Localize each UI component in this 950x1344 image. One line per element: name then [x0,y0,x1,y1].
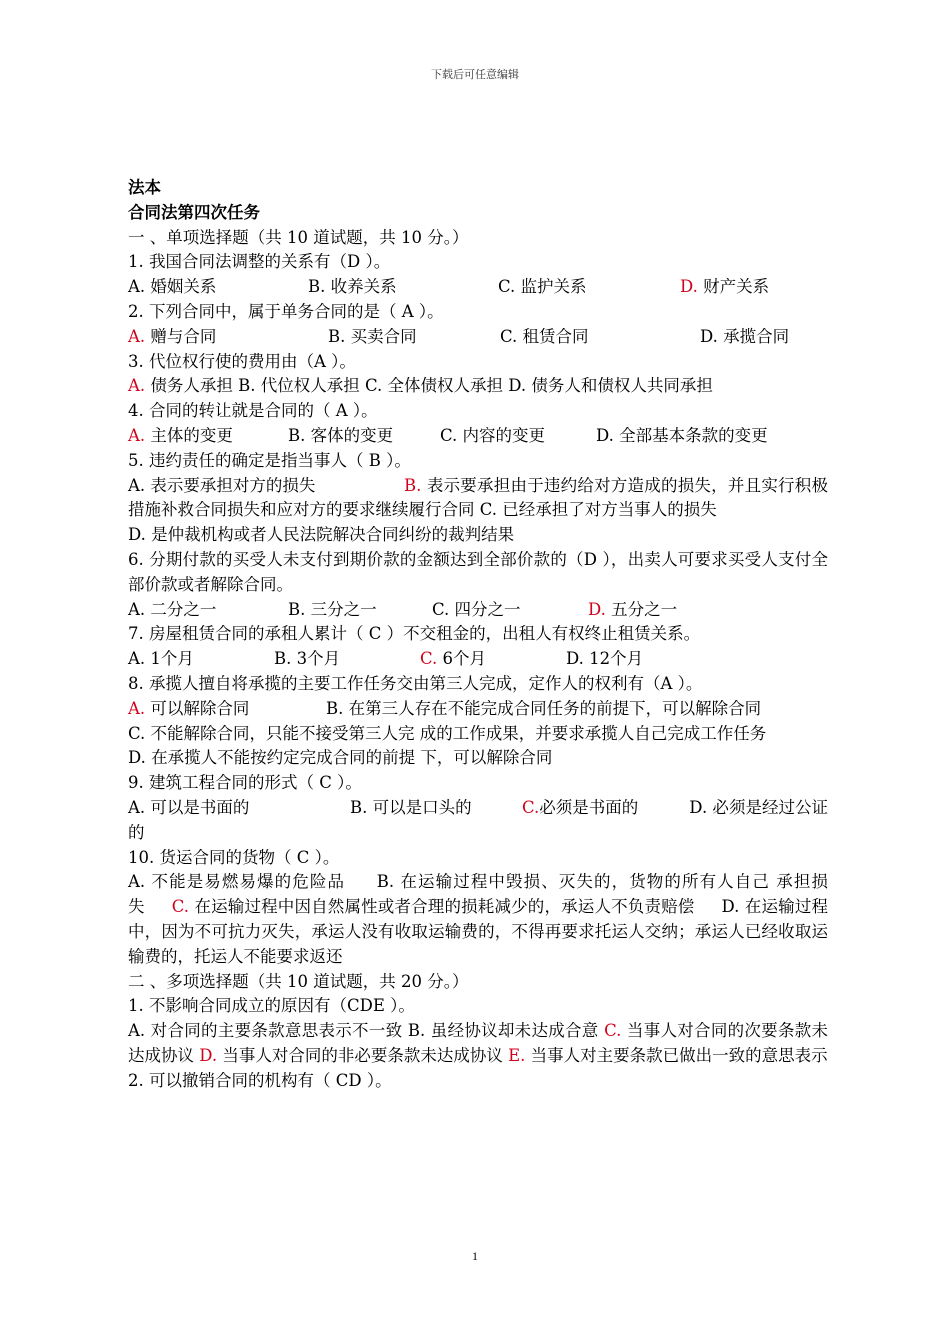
q10-option-d: D. 在运输过程中，因为不可抗力灭失，承运人没有收取运输费的，不得再要求托运人交纳；承运人已经收取运输费的，托运人不能要求返还 [128,897,828,966]
q8-option-d: D. 在承揽人不能按约定完成合同的前提 下，可以解除合同 [128,748,553,768]
q1-stem: 1. 我国合同法调整的关系有（D ）。 [128,252,391,272]
course-title: 法本 [128,178,161,197]
q1-option-a: A. 婚姻关系 [128,277,217,297]
q2-option-c: C. 租赁合同 [500,326,589,346]
m1-option-d-letter: D. [199,1045,218,1065]
q9-stem: 9. 建筑工程合同的形式（ C ）。 [128,773,362,793]
q1-option-d: 财产关系 [697,277,770,297]
page-header: 下载后可任意编辑 [431,68,519,81]
q5-stem: 5. 违约责任的确定是指当事人（ B ）。 [128,450,411,470]
q6-options [128,598,828,623]
q2-option-b: B. 买卖合同 [328,326,417,346]
m1-stem: 1. 不影响合同成立的原因有（CDE ）。 [128,996,415,1016]
q7-option-d: D. 12个月 [566,649,644,669]
q8-stem: 8. 承揽人擅自将承揽的主要工作任务交由第三人完成，定作人的权利有（A ）。 [128,673,703,693]
m1-option-d: 当事人对合同的非必要条款未达成协议 [217,1045,509,1065]
q8-option-c: C. 不能解除合同，只能不接受第三人完 成的工作成果，并要求承揽人自己完成工作任务 [128,723,767,743]
m2-stem: 2. 可以撤销合同的机构有（ CD ）。 [128,1070,392,1090]
q3-stem: 3. 代位权行使的费用由（A ）。 [128,351,356,371]
q7-option-b: B. 3个月 [274,649,341,669]
m1-option-e-letter: E. [508,1045,526,1065]
q9-option-c: 必须是书面的 [539,797,639,817]
q4-stem: 4. 合同的转让就是合同的（ A ）。 [128,401,378,421]
q9-option-c-letter: C. [522,797,540,817]
q9-options [128,796,828,846]
q8-option-b: B. 在第三人存在不能完成合同任务的前提下，可以解除合同 [326,698,762,718]
q10-stem: 10. 货运合同的货物（ C ）。 [128,847,340,867]
q2-option-a: 赠与合同 [145,326,217,346]
q5-option-a: A. 表示要承担对方的损失 [128,475,316,495]
q7-option-c: 6个月 [437,649,487,669]
q8-options-ab [128,697,828,722]
q6-option-d-letter: D. [588,599,606,619]
q7-option-a: A. 1个月 [128,649,194,669]
q4-option-b: B. 客体的变更 [288,425,394,445]
q10-option-c-letter: C. [171,897,190,917]
q9-option-d: D. 必须是经过公证的 [128,797,828,842]
q2-options [128,325,828,350]
q5-option-b-letter: B. [404,475,422,495]
document-body [128,176,828,1093]
q4-option-d: D. 全部基本条款的变更 [596,425,768,445]
q5-options [128,474,828,524]
section-single-choice: 一 、单项选择题（共 10 道试题，共 10 分。） [128,227,469,247]
q1-option-c: C. 监护关系 [498,277,587,297]
q2-option-d: D. 承揽合同 [700,326,790,346]
q10-options [128,870,828,969]
page-number: 1 [472,1249,478,1263]
q1-option-b: B. 收养关系 [308,277,397,297]
q8-option-a: 可以解除合同 [145,698,250,718]
section-multiple-choice: 二 、多项选择题（共 10 道试题，共 20 分。） [128,971,469,991]
q8-option-a-letter: A. [128,698,146,718]
q1-options [128,275,828,300]
q6-option-a: A. 二分之一 [128,599,217,619]
q4-option-a: 主体的变更 [145,425,233,445]
q4-options [128,424,828,449]
q4-option-a-letter: A. [128,425,146,445]
q2-option-a-letter: A. [128,326,146,346]
q3-options [128,374,828,399]
q3-options-text: 债务人承担 B. 代位权人承担 C. 全体债权人承担 D. 债务人和债权人共同承担 [145,376,713,396]
q9-option-a: A. 可以是书面的 [128,797,250,817]
q6-option-d: 五分之一 [605,599,678,619]
q10-option-a: A. 不能是易燃易爆的危险品 [128,872,346,892]
m1-option-ab: A. 对合同的主要条款意思表示不一致 B. 虽经协议却未达成合意 [128,1021,605,1041]
q5-option-d: D. 是仲裁机构或者人民法院解决合同纠纷的裁判结果 [128,525,515,545]
q6-option-c: C. 四分之一 [432,599,521,619]
q1-option-d-letter: D. [680,277,698,297]
m1-options [128,1019,828,1069]
m1-option-e: 当事人对主要条款已做出一致的意思表示 [525,1045,828,1065]
q9-option-b: B. 可以是口头的 [350,797,472,817]
q5-options-text: 表示要承担由于违约给对方造成的损失，并且实行积极措施补救合同损失和应对方的要求继续履行合同 C. 已经承担了对方当事人的损失 [128,475,828,520]
m1-option-c-letter: C. [604,1021,622,1041]
m1-option-c: 当事人对合同的次要条款未达成协议 [128,1021,828,1065]
q7-options [128,647,828,672]
q3-option-a-letter: A. [128,376,146,396]
assignment-title: 合同法第四次任务 [128,202,260,222]
q2-stem: 2. 下列合同中，属于单务合同的是（ A ）。 [128,301,444,321]
q7-option-c-letter: C. [420,649,438,669]
q10-option-b: B. 在运输过程中毁损、灭失的，货物的所有人自己 承担损失 [128,872,828,917]
q7-stem: 7. 房屋租赁合同的承租人累计（ C ）不交租金的，出租人有权终止租赁关系。 [128,624,701,644]
q6-option-b: B. 三分之一 [288,599,377,619]
q6-stem: 6. 分期付款的买受人未支付到期价款的金额达到全部价款的（D ），出卖人可要求买受人支付全部价款或者解除合同。 [128,549,828,594]
q4-option-c: C. 内容的变更 [440,425,546,445]
q10-option-c: 在运输过程中因自然属性或者合理的损耗减少的，承运人不负责赔偿 [189,897,695,917]
